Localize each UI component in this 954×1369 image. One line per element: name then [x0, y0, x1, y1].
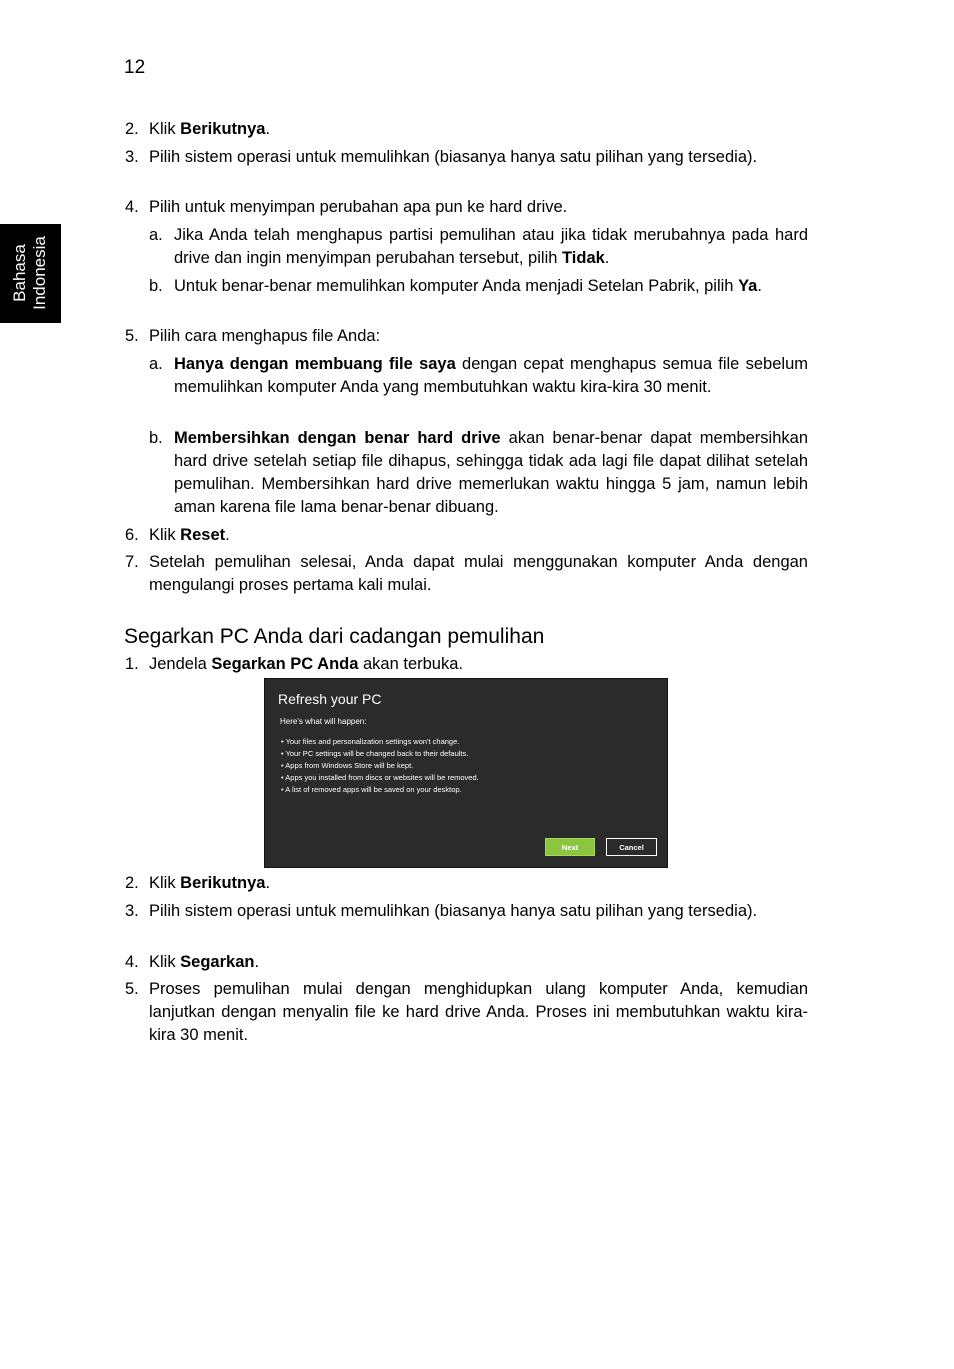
sub-list-item: b. Untuk benar-benar memulihkan komputer Anda menjadi Setelan Pabrik, pilih Ya.: [174, 275, 808, 298]
language-side-tab-label: [10, 236, 50, 310]
cancel-button[interactable]: Cancel: [606, 838, 657, 856]
list-number: 5.: [125, 327, 139, 345]
page-number: 12: [124, 57, 146, 78]
refresh-pc-screenshot: [264, 678, 668, 868]
list-item: 1. Jendela Segarkan PC Anda akan terbuka.: [149, 653, 808, 676]
list-item: 2. Klik Berikutnya.: [149, 872, 808, 895]
list-number: 6.: [125, 526, 139, 544]
list-letter: a.: [149, 226, 163, 244]
list-letter: b.: [149, 429, 163, 447]
side-tab-line-1: Bahasa: [10, 244, 29, 302]
list-number: 7.: [125, 553, 139, 571]
dialog-bullet: • Apps from Windows Store will be kept.: [281, 761, 414, 770]
sub-list-item: a. Hanya dengan membuang file saya dengan cepat menghapus semua file sebelum memulihkan komputer Anda yang membutuhkan waktu kira-kira 30 menit.: [149, 355, 808, 396]
language-side-tab: [0, 224, 61, 323]
sub-list-item: a. Jika Anda telah menghapus partisi pemulihan atau jika tidak merubahnya pada hard drive dan ingin menyimpan perubahan tersebut, pilih Tidak.: [149, 226, 808, 267]
dialog-subtitle: Here's what will happen:: [280, 717, 367, 726]
list-number: 4.: [125, 953, 139, 971]
list-number: 3.: [125, 148, 139, 166]
list-number: 1.: [125, 655, 139, 673]
next-button[interactable]: Next: [545, 838, 595, 856]
dialog-bullet: • A list of removed apps will be saved on your desktop.: [281, 785, 462, 794]
list-item: 5. Proses pemulihan mulai dengan menghidupkan ulang komputer Anda, kemudian lanjutkan dengan menyalin file ke hard drive Anda. Proses ini membutuhkan waktu kira-kira 30 menit.: [125, 980, 808, 1044]
sub-list-item: b. Membersihkan dengan benar hard drive akan benar-benar dapat membersihkan hard drive setelah setiap file dihapus, sehingga tidak ada lagi file dapat dilihat setelah pemulihan. Membersihkan hard drive memerlukan waktu hingga 5 jam, namun lebih aman karena file lama benar-benar dibuang.: [149, 429, 808, 516]
list-item: 6. Klik Reset.: [149, 524, 808, 547]
list-number: 2.: [125, 120, 139, 138]
section-heading: Segarkan PC Anda dari cadangan pemulihan: [124, 625, 545, 648]
list-letter: a.: [149, 355, 163, 373]
dialog-bullet: • Apps you installed from discs or websites will be removed.: [281, 773, 479, 782]
list-item: 2. Klik Berikutnya.: [149, 118, 808, 141]
dialog-bullet: • Your PC settings will be changed back to their defaults.: [281, 749, 469, 758]
side-tab-line-2: Indonesia: [30, 236, 49, 310]
list-number: 5.: [125, 980, 139, 998]
list-number: 3.: [125, 902, 139, 920]
list-letter: b.: [149, 277, 163, 295]
list-item: 4. Pilih untuk menyimpan perubahan apa pun ke hard drive.: [149, 196, 808, 219]
list-item: 3. Pilih sistem operasi untuk memulihkan (biasanya hanya satu pilihan yang tersedia).: [149, 900, 808, 923]
list-item: 7. Setelah pemulihan selesai, Anda dapat mulai menggunakan komputer Anda dengan mengulangi proses pertama kali mulai.: [125, 553, 808, 594]
list-item: 4. Klik Segarkan.: [149, 951, 808, 974]
dialog-bullet: • Your files and personalization settings won't change.: [281, 737, 460, 746]
list-item: 5. Pilih cara menghapus file Anda:: [149, 325, 808, 348]
list-item: 3. Pilih sistem operasi untuk memulihkan (biasanya hanya satu pilihan yang tersedia).: [149, 146, 808, 169]
dialog-bullet-list: [281, 736, 479, 796]
list-number: 4.: [125, 198, 139, 216]
dialog-title: Refresh your PC: [278, 691, 382, 707]
list-number: 2.: [125, 874, 139, 892]
